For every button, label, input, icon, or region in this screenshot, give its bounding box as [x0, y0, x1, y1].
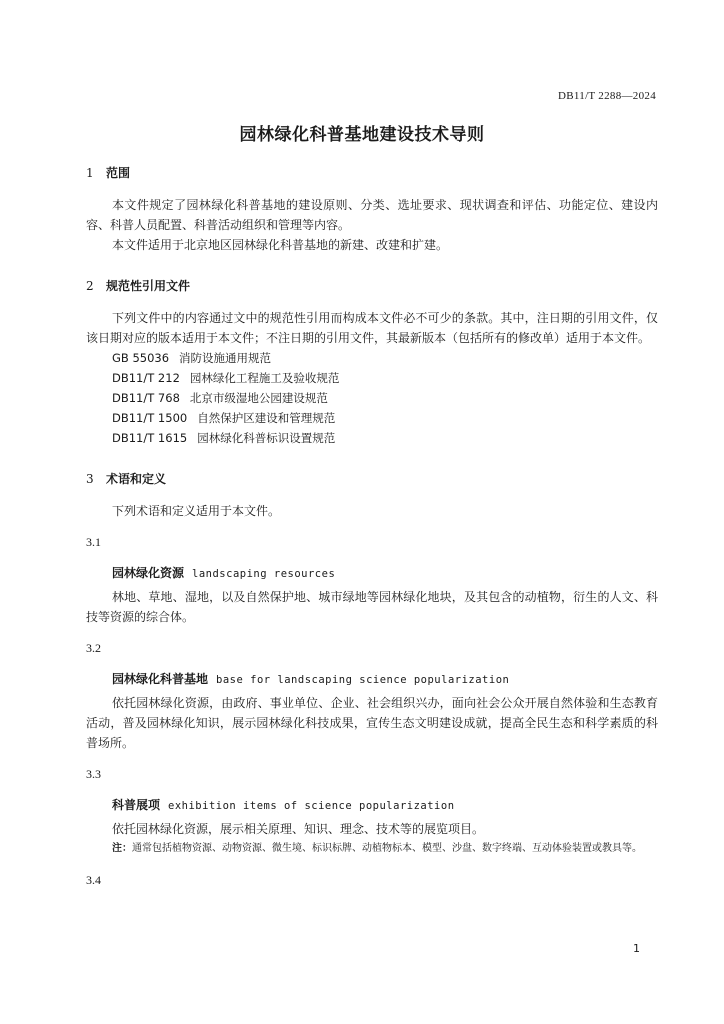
- term-heading: [86, 796, 658, 813]
- section-1-paragraph-2: 本文件适用于北京地区园林绿化科普基地的新建、改建和扩建。: [112, 238, 449, 252]
- reference-code: GB 55036: [112, 351, 170, 365]
- term-english: landscaping resources: [192, 568, 336, 580]
- reference-code: DB11/T 1615: [112, 431, 188, 445]
- term-chinese: 科普展项: [112, 798, 161, 812]
- term-heading: [86, 564, 658, 581]
- reference-code: DB11/T 212: [112, 371, 180, 385]
- reference-item: [86, 368, 658, 388]
- term-note: [86, 839, 658, 859]
- term-english: base for landscaping science popularization: [216, 674, 510, 686]
- section-3-heading: [86, 470, 658, 487]
- reference-item: [86, 428, 658, 448]
- section-number: 3: [86, 472, 94, 486]
- section-3-paragraph-1: 下列术语和定义适用于本文件。: [112, 504, 281, 518]
- term-number: 3.1: [86, 535, 101, 549]
- reference-item: [86, 408, 658, 428]
- term-definition: 依托园林绿化资源，由政府、事业单位、企业、社会组织兴办，面向社会公众开展自然体验和生态教育活动，普及园林绿化知识，展示园林绿化科技成果，宣传生态文明建设成就，提高全民生态和科学素质的科普场所。: [86, 696, 658, 750]
- term-definition: 林地、草地、湿地，以及自然保护地、城市绿地等园林绿化地块，及其包含的动植物，衍生的人文、科技等资源的综合体。: [86, 590, 658, 624]
- reference-item: [86, 388, 658, 408]
- section-1-heading: [86, 164, 658, 181]
- reference-title: 园林绿化工程施工及验收规范: [189, 371, 340, 385]
- document-code: DB11/T 2288—2024: [558, 90, 656, 102]
- term-number: 3.2: [86, 641, 101, 655]
- term-number: 3.3: [86, 767, 101, 781]
- term-heading: [86, 670, 658, 687]
- section-2-heading: [86, 277, 658, 294]
- section-number: 1: [86, 166, 94, 180]
- term-number: 3.4: [86, 873, 101, 887]
- section-title: 范围: [106, 166, 131, 180]
- section-title: 规范性引用文件: [106, 279, 191, 293]
- term-chinese: 园林绿化资源: [112, 566, 185, 580]
- section-2-paragraph-1: 下列文件中的内容通过文中的规范性引用而构成本文件必不可少的条款。其中，注日期的引用文件，仅该日期对应的版本适用于本文件；不注日期的引用文件，其最新版本（包括所有的修改单）适用于本文件。: [86, 311, 658, 345]
- reference-code: DB11/T 768: [112, 391, 180, 405]
- section-number: 2: [86, 279, 94, 293]
- page-number: 1: [633, 942, 640, 955]
- section-1-paragraph-1: 本文件规定了园林绿化科普基地的建设原则、分类、选址要求、现状调查和评估、功能定位、建设内容、科普人员配置、科普活动组织和管理等内容。: [86, 198, 658, 232]
- term-english: exhibition items of science popularization: [168, 800, 455, 812]
- document-title: 园林绿化科普基地建设技术导则: [239, 125, 485, 145]
- reference-item: [86, 348, 658, 368]
- reference-title: 自然保护区建设和管理规范: [197, 411, 336, 425]
- reference-title: 消防设施通用规范: [179, 351, 272, 365]
- section-title: 术语和定义: [106, 472, 167, 486]
- document-body: [86, 164, 658, 888]
- term-definition: 依托园林绿化资源，展示相关原理、知识、理念、技术等的展览项目。: [112, 822, 485, 836]
- term-chinese: 园林绿化科普基地: [112, 672, 209, 686]
- reference-title: 北京市级湿地公园建设规范: [189, 391, 328, 405]
- reference-title: 园林绿化科普标识设置规范: [197, 431, 336, 445]
- reference-code: DB11/T 1500: [112, 411, 188, 425]
- note-label: 注：: [112, 843, 132, 854]
- note-text: 通常包括植物资源、动物资源、微生境、标识标牌、动植物标本、模型、沙盘、数字终端、互动体验装置或教具等。: [132, 843, 642, 854]
